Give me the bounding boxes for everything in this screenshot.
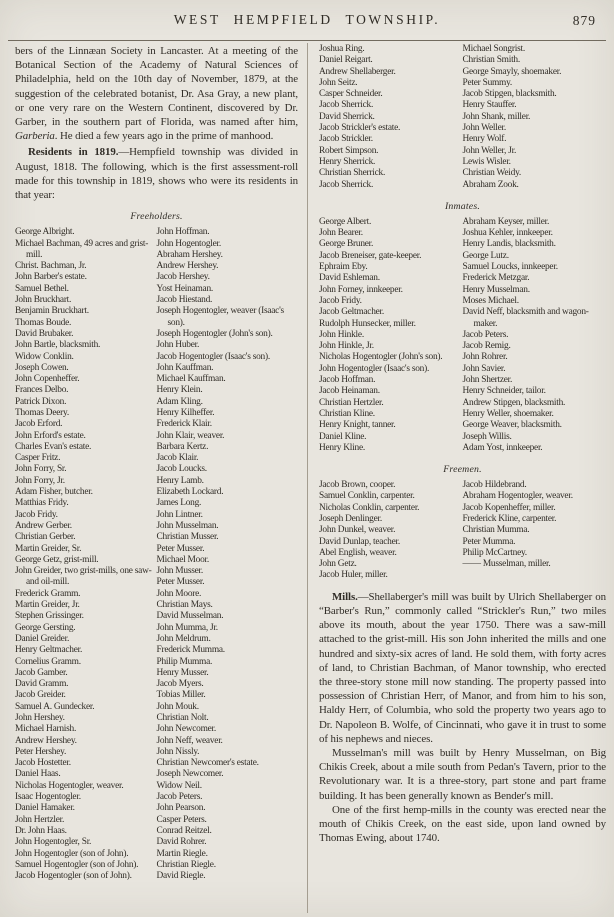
page-columns <box>10 43 608 913</box>
list-item: Andrew Hershey. <box>156 261 219 272</box>
list-item: Rudolph Hunsecker, miller. <box>319 318 416 329</box>
list-item: Casper Fritz. <box>15 453 61 464</box>
list-item: John Barber's estate. <box>15 272 87 283</box>
list-item: Frederick Metzgar. <box>462 273 530 284</box>
list-item: John Hoffman. <box>156 227 210 238</box>
list-item: John Shank, miller. <box>462 111 531 122</box>
right-column <box>307 43 608 913</box>
list-item: Nicholas Conklin, carpenter. <box>319 502 420 513</box>
list-item: John Bruckhart. <box>15 295 72 306</box>
list-item: Jacob Sherrick. <box>319 100 374 111</box>
list-item: George Albright. <box>15 227 75 238</box>
list-item: Elizabeth Lockard. <box>156 487 224 498</box>
list-item: David Brubaker. <box>15 328 74 339</box>
list-item: John Lintner. <box>156 509 203 520</box>
list-item: Henry Kilheffer. <box>156 407 215 418</box>
list-item: Abraham Hogentogler, weaver. <box>462 491 573 502</box>
header-rule <box>8 40 606 41</box>
freeholders-cont-col2 <box>463 44 607 191</box>
list-item: Jacob Peters. <box>156 792 203 803</box>
intro-paragraph <box>15 44 298 143</box>
list-item: Jacob Hogentogler (son of John). <box>15 871 132 882</box>
list-item: John Bearer. <box>319 228 363 239</box>
list-item: John Greider, two grist-mills, one saw- and oil-mill. <box>15 566 152 588</box>
list-item: Jacob Sherrick. <box>319 179 374 190</box>
freeholders-cont-col1 <box>319 44 463 191</box>
list-item: Christian Mumma. <box>462 525 530 536</box>
list-item: Nicholas Hogentogler, weaver. <box>15 780 124 791</box>
list-item: Dr. John Haas. <box>15 825 67 836</box>
inmates-heading: Inmates. <box>444 200 481 212</box>
mills-paragraph-3: One of the first hemp-mills in the county was erected near the mouth of Chikis Creek, on the east side, upon land owned by Thomas Ewing, about 1740. <box>319 803 606 845</box>
list-item: Abraham Keyser, miller. <box>462 216 550 227</box>
list-item: John Musselman. <box>156 520 219 531</box>
list-item: Andrew Hershey. <box>15 735 77 746</box>
list-item: George Gersting. <box>15 622 76 633</box>
list-item: Christian Musser. <box>156 532 219 543</box>
mills-paragraph-2: Musselman's mill was built by Henry Musselman, on Big Chikis Creek, about a mile south from Pedan's Tavern, prior to the Revolutionary war. It is a three-story, part stone and part frame building. It has been generally known as Bender's mill. <box>319 747 606 802</box>
list-item: John Copenheffer. <box>15 374 80 385</box>
list-item: John Meldrum. <box>156 633 211 644</box>
list-item: Christian Gerber. <box>15 532 76 543</box>
list-item: Michael Harnish. <box>15 724 77 735</box>
list-item: John Hinkle. <box>319 329 364 340</box>
intro-text-before: bers of the Linnæan Society in Lancaster. At a meeting of the Botanical Section of the Academy of Natural Sciences of Philadelphia, held on the 10th day of November, 1879, at the suggestion of the celebrated botanist, Dr. Asa Gray, a new plant, or one very rare on the Western Continent, discovered by Dr. Garber, in the southern part of Florida, was named after him, <box>15 45 298 129</box>
list-item: Michael Kauffman. <box>156 374 226 385</box>
list-item: Christian Mays. <box>156 600 213 611</box>
list-item: David Riegle. <box>156 871 206 882</box>
freemen-col2 <box>463 480 607 582</box>
list-item: John Newcomer. <box>156 724 217 735</box>
list-item: George Albert. <box>319 216 372 227</box>
page-number: 879 <box>572 13 596 28</box>
list-item: John Mouk. <box>156 701 199 712</box>
list-item: Christian Newcomer's estate. <box>156 758 259 769</box>
list-item: George Lutz. <box>462 250 509 261</box>
freemen-col1 <box>319 480 463 582</box>
list-item: Jacob Hildebrand. <box>462 480 527 491</box>
list-item: David Neff, blacksmith and wagon-maker. <box>462 307 589 329</box>
list-item: Martin Riegle. <box>156 848 208 859</box>
list-item: Jacob Stipgen, blacksmith. <box>462 89 557 100</box>
list-item: John Forry, Jr. <box>15 475 65 486</box>
list-item: Daniel Hamaker. <box>15 803 75 814</box>
list-item: John Musser. <box>156 566 203 577</box>
residents-lead: Residents in 1819. <box>28 146 119 159</box>
list-item: Robert Simpson. <box>319 145 379 156</box>
page-title: WEST HEMPFIELD TOWNSHIP. <box>173 12 441 27</box>
list-item: Henry Kline. <box>319 442 365 453</box>
list-item: Charles Evan's estate. <box>15 441 92 452</box>
list-item: Samuel Bethel. <box>15 283 69 294</box>
list-item: Jacob Hoffman. <box>319 375 376 386</box>
list-item: John Seitz. <box>319 77 358 88</box>
list-item: Joshua Ring. <box>319 44 365 54</box>
list-item: Samuel Conklin, carpenter. <box>319 491 415 502</box>
freeholders-list <box>15 227 298 882</box>
list-item: Michael Moor. <box>156 554 209 565</box>
list-item: Henry Geltmacher. <box>15 645 83 656</box>
list-item: John Hogentogler (son of John). <box>15 848 129 859</box>
list-item: Daniel Reigart. <box>319 55 373 66</box>
list-item: John Weller. <box>462 123 506 134</box>
list-item: Joshua Kehler, innkeeper. <box>462 228 553 239</box>
list-item: Isaac Hogentogler. <box>15 792 81 803</box>
freeholders-heading: Freeholders. <box>130 211 183 223</box>
freeholders-col2 <box>157 227 299 882</box>
list-item: Lewis Wisler. <box>462 156 511 167</box>
list-item: John Savier. <box>462 363 506 374</box>
inmates-list <box>319 217 606 454</box>
list-item: David Dunlap, teacher. <box>319 536 400 547</box>
list-item: Andrew Shellaberger. <box>319 66 396 77</box>
list-item: Joseph Denlinger. <box>319 513 382 524</box>
freeholders-col1 <box>15 227 157 882</box>
list-item: Jacob Erford. <box>15 419 63 430</box>
list-item: John Hogentogler (Isaac's son). <box>319 363 430 374</box>
list-item: Jacob Remig. <box>462 341 511 352</box>
list-item: Jacob Greider. <box>15 690 66 701</box>
list-item: David Eshleman. <box>319 273 380 284</box>
list-item: John Getz. <box>319 559 357 570</box>
list-item: Jacob Peters. <box>462 329 509 340</box>
list-item: John Kauffman. <box>156 362 214 373</box>
list-item: John Bartle, blacksmith. <box>15 340 101 351</box>
list-item: Jacob Brown, cooper. <box>319 480 396 491</box>
list-item: Daniel Haas. <box>15 769 61 780</box>
list-item: Michael Songrist. <box>462 44 525 54</box>
left-column <box>10 43 307 913</box>
list-item: Joseph Hogentogler, weaver (Isaac's son). <box>156 306 284 328</box>
residents-text: —Hempfield township was divided in August, 1818. The following, which is the first assessment-roll made for this township in 1819, shows who were its residents in that year: <box>15 146 299 202</box>
list-item: Peter Musser. <box>156 543 205 554</box>
list-item: Casper Schneider. <box>319 89 383 100</box>
list-item: Thomas Boude. <box>15 317 72 328</box>
list-item: Jacob Myers. <box>156 679 204 690</box>
list-item: Joseph Newcomer. <box>156 769 224 780</box>
list-item: Jacob Breneiser, gate-keeper. <box>319 250 422 261</box>
list-item: Daniel Greider. <box>15 633 70 644</box>
list-item: Cornelius Gramm. <box>15 656 81 667</box>
list-item: Christian Hertzler. <box>319 397 384 408</box>
list-item: Jacob Loucks. <box>156 464 207 475</box>
list-item: Henry Schneider, tailor. <box>462 386 546 397</box>
list-item: Abel English, weaver. <box>319 547 397 558</box>
list-item: Daniel Kline. <box>319 431 367 442</box>
list-item: Peter Summy. <box>462 77 513 88</box>
list-item: Christian Nolt. <box>156 713 209 723</box>
list-item: John Klair, weaver. <box>156 430 225 441</box>
list-item: Conrad Reitzel. <box>156 825 212 836</box>
list-item: —— Musselman, miller. <box>462 559 551 570</box>
list-item: Martin Greider, Jr. <box>15 600 80 611</box>
list-item: Andrew Gerber. <box>15 520 72 531</box>
list-item: Peter Hershey. <box>15 746 67 757</box>
list-item: Henry Stauffer. <box>462 100 517 111</box>
list-item: Henry Sherrick. <box>319 156 376 167</box>
list-item: Samuel Hogentogler (son of John). <box>15 859 139 870</box>
inmates-col2 <box>463 217 607 454</box>
list-item: Jacob Hostetter. <box>15 758 71 769</box>
list-item: John Hogentogler, Sr. <box>15 837 92 848</box>
list-item: Thomas Deery. <box>15 407 69 418</box>
list-item: Abraham Zook. <box>462 179 519 190</box>
intro-text-after: . He died a few years ago in the prime of manhood. <box>54 130 274 143</box>
intro-italic-word: Garberia <box>15 130 55 143</box>
list-item: George Getz, grist-mill. <box>15 554 99 565</box>
list-item: Jacob Geltmacher. <box>319 307 384 318</box>
list-item: John Mumma, Jr. <box>156 622 218 633</box>
list-item: Jacob Hiestand. <box>156 295 213 306</box>
freemen-heading: Freemen. <box>443 464 482 476</box>
list-item: John Huber. <box>156 340 200 351</box>
list-item: John Rohrer. <box>462 352 508 363</box>
list-item: Andrew Stipgen, blacksmith. <box>462 397 566 408</box>
list-item: Frederick Klair. <box>156 419 212 430</box>
list-item: Jacob Hershey. <box>156 272 210 283</box>
list-item: Henry Knight, tanner. <box>319 420 396 431</box>
list-item: John Erford's estate. <box>15 430 86 441</box>
list-item: Widow Neil. <box>156 780 202 791</box>
mills-paragraph-1 <box>319 590 606 746</box>
list-item: Yost Heinaman. <box>156 283 213 294</box>
list-item: Samuel Loucks, innkeeper. <box>462 262 558 273</box>
list-item: Peter Mumma. <box>462 536 516 547</box>
list-item: Henry Musselman. <box>462 284 530 295</box>
list-item: Jacob Strickler's estate. <box>319 123 401 134</box>
list-item: James Long. <box>156 498 202 509</box>
list-item: Christian Sherrick. <box>319 168 386 179</box>
list-item: Henry Wolf. <box>462 134 507 145</box>
list-item: Joseph Willis. <box>462 431 512 442</box>
list-item: George Smayly, shoemaker. <box>462 66 562 77</box>
list-item: Henry Weller, shoemaker. <box>462 408 554 419</box>
list-item: John Dunkel, weaver. <box>319 525 396 536</box>
list-item: Samuel A. Gundecker. <box>15 701 95 712</box>
list-item: Henry Lamb. <box>156 475 204 486</box>
list-item: Ephraim Eby. <box>319 262 368 273</box>
list-item: George Weaver, blacksmith. <box>462 420 562 431</box>
page-header <box>0 12 614 38</box>
freemen-list <box>319 480 606 582</box>
residents-paragraph <box>15 145 298 202</box>
list-item: Christian Kline. <box>319 408 375 419</box>
list-item: Jacob Fridy. <box>15 509 58 520</box>
list-item: John Hertzler. <box>15 814 65 825</box>
list-item: Philip Mumma. <box>156 656 213 667</box>
list-item: Nicholas Hogentogler (John's son). <box>319 352 443 363</box>
list-item: Michael Bachman, 49 acres and grist-mill. <box>15 238 149 260</box>
list-item: John Shertzer. <box>462 375 513 386</box>
list-item: John Forney, innkeeper. <box>319 284 403 295</box>
list-item: Patrick Dixon. <box>15 396 67 407</box>
list-item: Philip McCartney. <box>462 547 527 558</box>
list-item: Christian Weidy. <box>462 168 522 179</box>
list-item: John Pearson. <box>156 803 206 814</box>
list-item: Christian Smith. <box>462 55 520 66</box>
list-item: Adam Kling. <box>156 396 203 407</box>
list-item: Henry Landis, blacksmith. <box>462 239 556 250</box>
list-item: Jacob Heinaman. <box>319 386 380 397</box>
list-item: John Forry, Sr. <box>15 464 67 475</box>
list-item: John Moore. <box>156 588 202 599</box>
list-item: David Rohrer. <box>156 837 207 848</box>
list-item: Jacob Gamber. <box>15 667 68 678</box>
list-item: Tobias Miller. <box>156 690 206 701</box>
list-item: David Musselman. <box>156 611 224 622</box>
list-item: Martin Greider, Sr. <box>15 543 82 554</box>
list-item: Frederick Gramm. <box>15 588 81 599</box>
list-item: Joseph Cowen. <box>15 362 69 373</box>
mills-text-1: —Shellaberger's mill was built by Ulrich Shellaberger on “Barber's Run,” commonly called “Strickler's Run,” two miles above its mouth, about the year 1750. There was a saw-mill attached to the grist-mill. His son John inherited the mills and one hundred and sixty-six acres of land. He sold them, with forty acres of land, to Christian Bachman, of Manor township, who erected the three-story stone mill now standing. The property passed into possession of Christian Herr, of Manor, and from him to his son, Haldy Herr, of Columbia, who sold the property two years ago to Dr. Napoleon B. Wolfe, of Cincinnati, who gave it in trust to some of his nephews and nieces. <box>319 590 606 745</box>
list-item: John Neff, weaver. <box>156 735 223 746</box>
list-item: Barbara Kertz. <box>156 441 209 452</box>
list-item: Matthias Fridy. <box>15 498 69 509</box>
list-item: Moses Michael. <box>462 295 519 306</box>
list-item: Casper Peters. <box>156 814 207 825</box>
list-item: Frances Delbo. <box>15 385 69 396</box>
list-item: Jacob Fridy. <box>319 295 362 306</box>
list-item: John Nissly. <box>156 746 200 757</box>
list-item: Henry Klein. <box>156 385 203 396</box>
list-item: Henry Musser. <box>156 667 209 678</box>
list-item: Adam Fisher, butcher. <box>15 487 93 498</box>
list-item: Benjamin Bruckhart. <box>15 306 89 317</box>
list-item: Frederick Mumma. <box>156 645 225 656</box>
list-item: Jacob Klair. <box>156 453 199 464</box>
list-item: Widow Conklin. <box>15 351 74 362</box>
list-item: Jacob Huler, miller. <box>319 570 388 581</box>
list-item: Jacob Strickler. <box>319 134 373 145</box>
list-item: Adam Yost, innkeeper. <box>462 442 543 453</box>
list-item: Frederick Kline, carpenter. <box>462 513 557 524</box>
list-item: John Weller, Jr. <box>462 145 517 156</box>
list-item: John Hinkle, Jr. <box>319 341 374 352</box>
list-item: Joseph Hogentogler (John's son). <box>156 328 273 339</box>
list-item: Christ. Bachman, Jr. <box>15 261 87 272</box>
list-item: George Bruner. <box>319 239 374 250</box>
mills-lead: Mills. <box>332 590 358 603</box>
list-item: Jacob Kopenheffer, miller. <box>462 502 556 513</box>
inmates-col1 <box>319 217 463 454</box>
list-item: Peter Musser. <box>156 577 205 588</box>
list-item: Abraham Hershey. <box>156 249 223 260</box>
freeholders-continued-list <box>319 44 606 191</box>
list-item: David Sherrick. <box>319 111 375 122</box>
list-item: John Hershey. <box>15 713 65 723</box>
list-item: David Gramm. <box>15 679 69 690</box>
list-item: Stephen Grissinger. <box>15 611 84 622</box>
list-item: Christian Riegle. <box>156 859 216 870</box>
list-item: Jacob Hogentogler (Isaac's son). <box>156 351 270 362</box>
list-item: John Hogentogler. <box>156 238 221 249</box>
